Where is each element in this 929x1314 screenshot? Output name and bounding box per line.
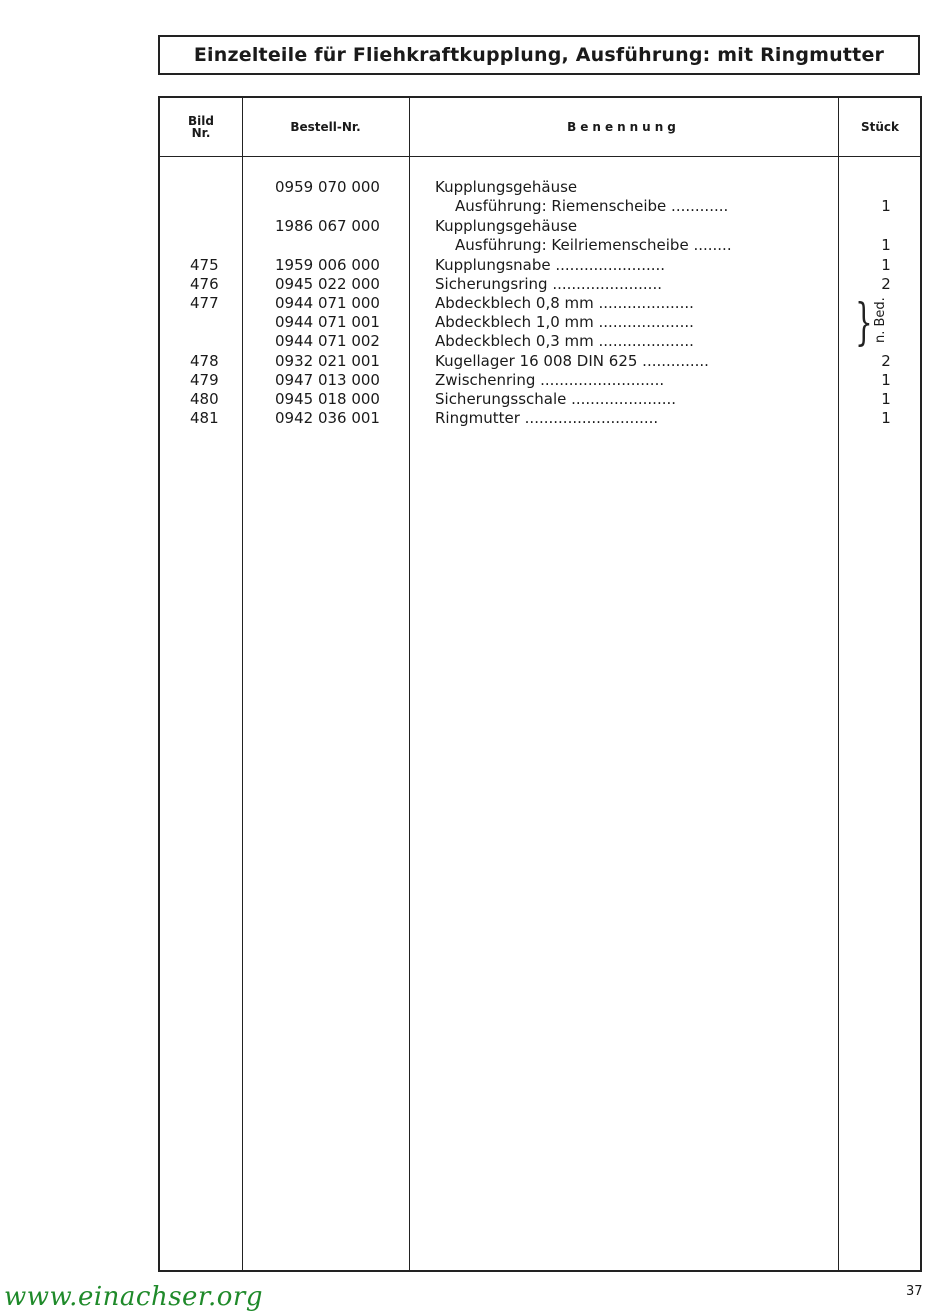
bracket-brace: } (855, 293, 873, 351)
stueck-cell: 1 (881, 371, 891, 389)
benennung-cell: Abdeckblech 0,8 mm .................... (435, 294, 694, 312)
bestell-nr-cell: 1959 006 000 (275, 256, 380, 274)
stueck-cell: 2 (881, 352, 891, 370)
bestell-nr-cell: 0945 022 000 (275, 275, 380, 293)
benennung-cell: Abdeckblech 1,0 mm .................... (435, 313, 694, 331)
header-bild (170, 98, 232, 156)
table-row (160, 178, 920, 197)
page-title: Einzelteile für Fliehkraftkupplung, Ausführung: mit Ringmutter (158, 35, 920, 75)
bestell-nr-cell: 0947 013 000 (275, 371, 380, 389)
bestell-nr-cell: 0944 071 000 (275, 294, 380, 312)
stueck-cell: 1 (881, 390, 891, 408)
header-benennung: Benennung (567, 120, 680, 134)
benennung-cell: Sicherungsring ....................... (435, 275, 662, 293)
table-row (160, 197, 920, 216)
bild-nr-cell: 478 (190, 352, 219, 370)
benennung-cell: Zwischenring .......................... (435, 371, 665, 389)
bild-nr-cell: 475 (190, 256, 219, 274)
table-row (160, 390, 920, 409)
header-bestell: Bestell-Nr. (290, 120, 361, 134)
benennung-cell: Ausführung: Keilriemenscheibe ........ (455, 236, 732, 254)
benennung-cell: Ringmutter ............................ (435, 409, 659, 427)
bild-nr-cell: 479 (190, 371, 219, 389)
table-row (160, 313, 920, 332)
parts-table (158, 96, 922, 1272)
bestell-nr-cell: 0942 036 001 (275, 409, 380, 427)
table-row (160, 217, 920, 236)
header-bild-label: Bild Nr. (188, 114, 214, 140)
table-row (160, 294, 920, 313)
benennung-cell: Kupplungsgehäuse (435, 217, 578, 235)
table-row (160, 332, 920, 351)
table-row (160, 409, 920, 428)
bild-nr-cell: 477 (190, 294, 219, 312)
stueck-cell: 1 (881, 409, 891, 427)
bestell-nr-cell: 1986 067 000 (275, 217, 380, 235)
watermark: www.einachser.org (4, 1282, 263, 1312)
bestell-nr-cell: 0944 071 002 (275, 332, 380, 350)
stueck-cell: 1 (881, 256, 891, 274)
benennung-cell: Kupplungsnabe ....................... (435, 256, 666, 274)
bild-nr-cell: 481 (190, 409, 219, 427)
table-row (160, 352, 920, 371)
benennung-cell: Sicherungsschale ...................... (435, 390, 677, 408)
benennung-cell: Kugellager 16 008 DIN 625 .............. (435, 352, 709, 370)
bestell-nr-cell: 0945 018 000 (275, 390, 380, 408)
bestell-nr-cell: 0944 071 001 (275, 313, 380, 331)
header-divider (160, 156, 920, 157)
benennung-cell: Abdeckblech 0,3 mm .................... (435, 332, 694, 350)
table-row (160, 256, 920, 275)
bestell-nr-cell: 0932 021 001 (275, 352, 380, 370)
page-number: 37 (906, 1284, 923, 1299)
bild-nr-cell: 480 (190, 390, 219, 408)
table-row (160, 371, 920, 390)
stueck-cell: 2 (881, 275, 891, 293)
bild-nr-cell: 476 (190, 275, 219, 293)
stueck-cell: 1 (881, 197, 891, 215)
stueck-cell: 1 (881, 236, 891, 254)
header-stueck: Stück (860, 120, 899, 134)
bracket-note: n. Bed. (873, 297, 888, 343)
benennung-cell: Kupplungsgehäuse (435, 178, 578, 196)
bestell-nr-cell: 0959 070 000 (275, 178, 380, 196)
table-row (160, 236, 920, 255)
table-row (160, 275, 920, 294)
benennung-cell: Ausführung: Riemenscheibe ............ (455, 197, 729, 215)
